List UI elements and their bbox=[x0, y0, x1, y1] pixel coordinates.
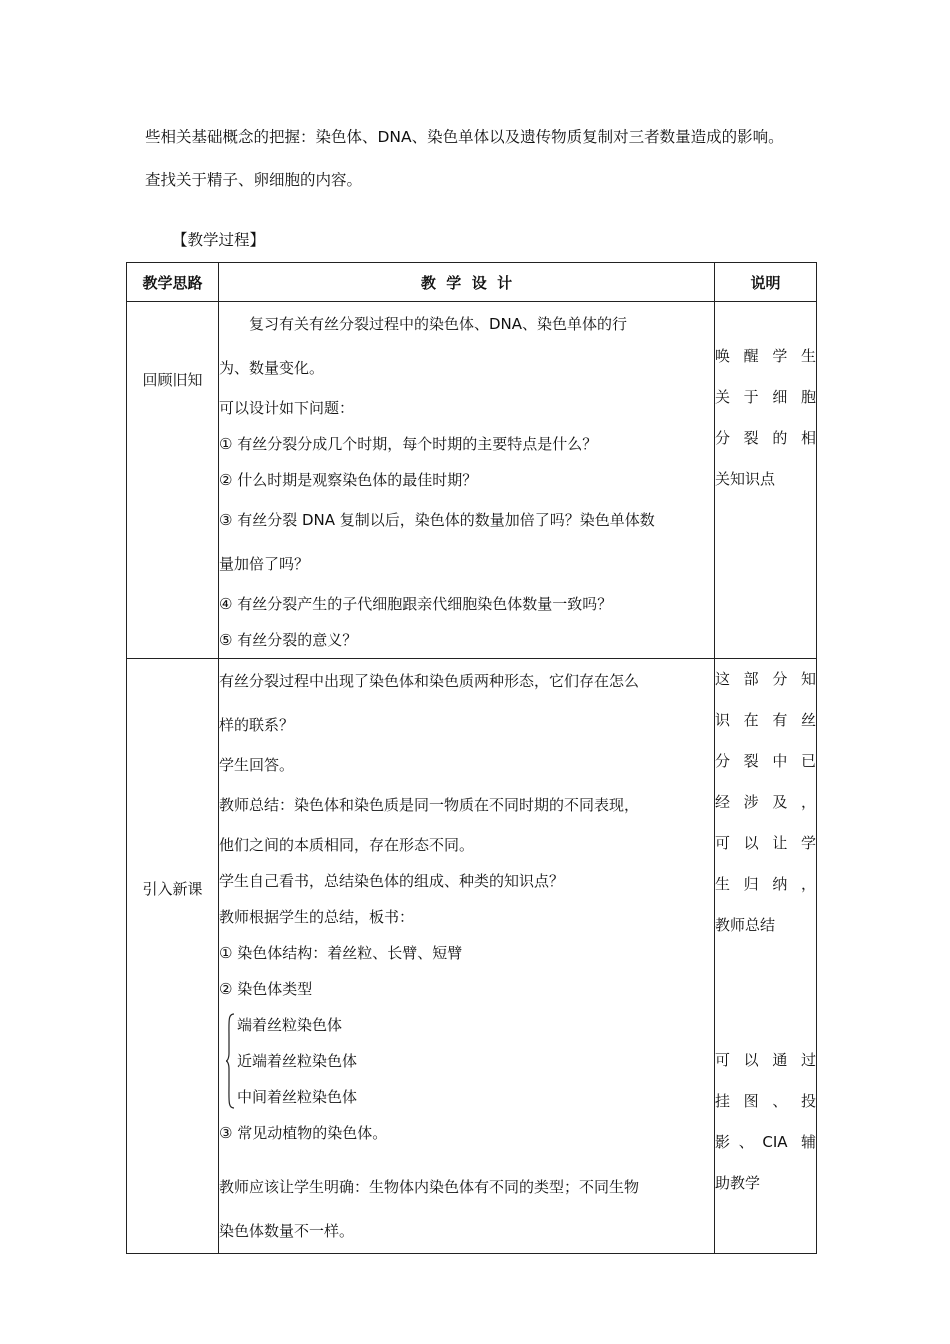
note-line: 分裂的相 bbox=[715, 429, 816, 447]
design-cell bbox=[219, 659, 715, 1254]
note-line: 分裂中已 bbox=[715, 752, 816, 770]
design-line: 样的联系？ bbox=[219, 716, 295, 734]
design-line: ④ 有丝分裂产生的子代细胞跟亲代细胞染色体数量一致吗？ bbox=[219, 595, 613, 613]
table-header-row bbox=[127, 263, 817, 302]
row-label-cell bbox=[127, 302, 219, 659]
note-line: 影、CIA 辅 bbox=[715, 1133, 816, 1151]
row-label: 引入新课 bbox=[142, 880, 203, 898]
design-line: 量加倍了吗？ bbox=[219, 555, 310, 573]
note-line: 教师总结 bbox=[715, 916, 776, 934]
design-line: ② 染色体类型 bbox=[219, 980, 313, 998]
design-line: ① 有丝分裂分成几个时期，每个时期的主要特点是什么？ bbox=[219, 435, 598, 453]
table-row bbox=[127, 302, 817, 659]
lesson-table bbox=[126, 262, 817, 1254]
note-line: 经涉及， bbox=[715, 793, 816, 811]
design-line: 中间着丝粒染色体 bbox=[237, 1088, 358, 1106]
design-line: 他们之间的本质相同，存在形态不同。 bbox=[219, 836, 475, 854]
design-line: ③ 有丝分裂 DNA 复制以后，染色体的数量加倍了吗？染色单体数 bbox=[219, 511, 655, 529]
design-line: 复习有关有丝分裂过程中的染色体、DNA、染色单体的行 bbox=[249, 315, 628, 333]
chromosome-type-group bbox=[219, 1007, 714, 1115]
design-line: ① 染色体结构：着丝粒、长臂、短臂 bbox=[219, 944, 463, 962]
header-teaching-design: 教 学 设 计 bbox=[219, 263, 715, 302]
design-line: ② 什么时期是观察染色体的最佳时期？ bbox=[219, 471, 478, 489]
header-teaching-idea: 教学思路 bbox=[127, 263, 219, 302]
note-line: 唤醒学生 bbox=[715, 347, 816, 365]
design-line: 为、数量变化。 bbox=[219, 359, 325, 377]
note-line: 可以让学 bbox=[715, 834, 816, 852]
design-line: 教师总结：染色体和染色质是同一物质在不同时期的不同表现， bbox=[219, 796, 640, 814]
row-label-cell bbox=[127, 659, 219, 1254]
note-line: 可以通过 bbox=[715, 1051, 816, 1069]
note-cell bbox=[715, 659, 817, 1254]
note-line: 生归纳， bbox=[715, 875, 816, 893]
note-line: 助教学 bbox=[715, 1174, 761, 1192]
header-note: 说明 bbox=[715, 263, 817, 302]
design-line: ⑤ 有丝分裂的意义？ bbox=[219, 631, 358, 649]
design-line: 染色体数量不一样。 bbox=[219, 1222, 355, 1240]
design-line: 近端着丝粒染色体 bbox=[237, 1052, 358, 1070]
intro-line-1: 些相关基础概念的把握：染色体、DNA、染色单体以及遗传物质复制对三者数量造成的影响。 bbox=[145, 128, 784, 146]
note-line: 识在有丝 bbox=[715, 711, 816, 729]
design-line: 可以设计如下问题： bbox=[219, 399, 355, 417]
design-line: 有丝分裂过程中出现了染色体和染色质两种形态，它们存在怎么 bbox=[219, 672, 640, 690]
curly-brace-icon bbox=[225, 1013, 235, 1109]
note-line: 关知识点 bbox=[715, 470, 776, 488]
design-line: 端着丝粒染色体 bbox=[237, 1016, 343, 1034]
note-line: 挂图、投 bbox=[715, 1092, 816, 1110]
note-line: 关于细胞 bbox=[715, 388, 816, 406]
design-line: 学生回答。 bbox=[219, 756, 295, 774]
section-title: 【教学过程】 bbox=[172, 231, 266, 249]
intro-line-2: 查找关于精子、卵细胞的内容。 bbox=[145, 171, 363, 189]
design-line: 学生自己看书，总结染色体的组成、种类的知识点？ bbox=[219, 872, 565, 890]
table-row bbox=[127, 659, 817, 1254]
row-label: 回顾旧知 bbox=[142, 371, 203, 389]
design-line: 教师应该让学生明确：生物体内染色体有不同的类型；不同生物 bbox=[219, 1178, 640, 1196]
note-line: 这部分知 bbox=[715, 670, 816, 688]
note-cell bbox=[715, 302, 817, 659]
design-line: ③ 常见动植物的染色体。 bbox=[219, 1124, 388, 1142]
design-cell bbox=[219, 302, 715, 659]
design-line: 教师根据学生的总结，板书： bbox=[219, 908, 415, 926]
